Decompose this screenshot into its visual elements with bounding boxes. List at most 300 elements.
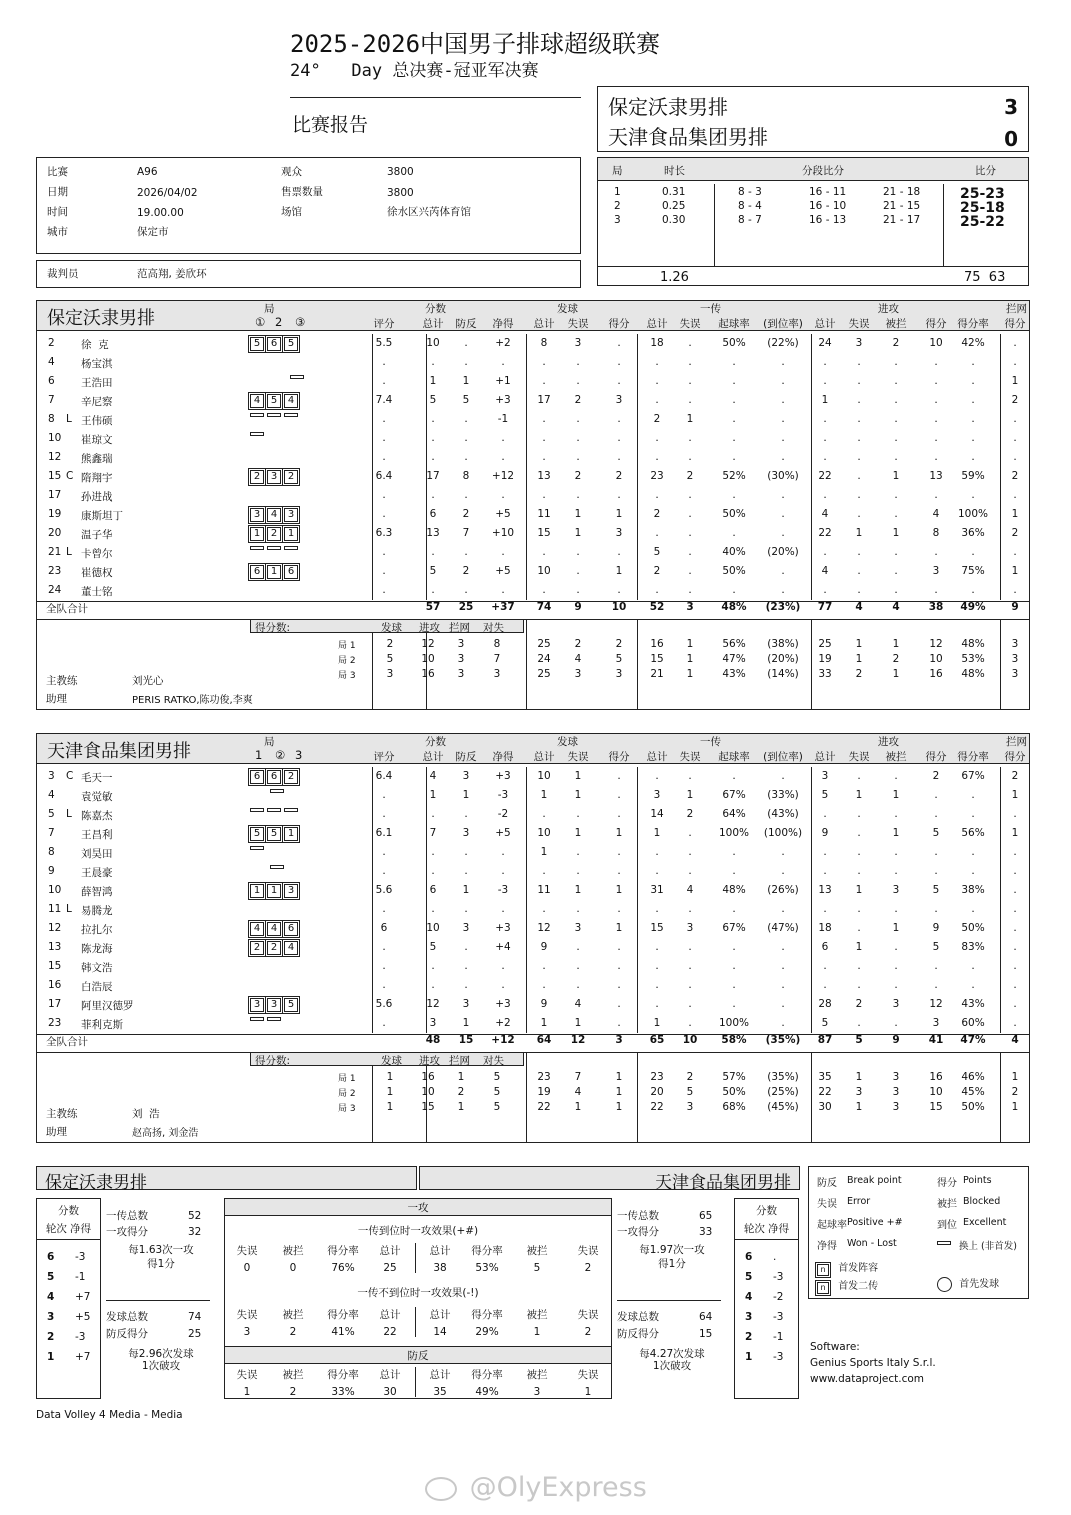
set-stat-cell: 3 [855, 1086, 863, 1098]
player-name: 陈嘉杰 [81, 810, 113, 822]
stat-cell: 3 [892, 998, 900, 1010]
stat-cell: 2 [686, 808, 694, 820]
player-name: 崔琼文 [81, 434, 113, 446]
stat-cell: . [934, 903, 938, 915]
set-stat-cell: 1 [686, 653, 694, 665]
points-type-value: 12 [421, 638, 435, 650]
stat-cell: . [823, 432, 827, 444]
stat-cell: . [781, 941, 785, 953]
stat-cell: 1 [686, 789, 694, 801]
stat-cell: -3 [497, 884, 509, 896]
venue-label: 场馆 [281, 206, 302, 218]
player-name: 辛尼察 [81, 396, 113, 408]
stat-cell: 43% [961, 998, 985, 1010]
set-stat-cell: 3 [1011, 653, 1019, 665]
set-stat-cell: 24 [537, 653, 551, 665]
defense-title: 防反 [407, 1350, 429, 1362]
stat-cell: 4 [821, 565, 829, 577]
grid-header: 总计 [429, 1369, 451, 1381]
stat-cell: . [971, 846, 975, 858]
stat-cell: 17 [537, 394, 551, 406]
total-cell: 4 [855, 601, 863, 613]
stat-cell: (20%) [767, 546, 799, 558]
player-row [36, 391, 1030, 410]
stat-cell: 2 [653, 508, 661, 520]
total-time: 1.26 [660, 270, 689, 285]
stat-cell: . [382, 846, 386, 858]
set-stat-cell: 12 [929, 638, 943, 650]
col-header: 得分率 [957, 318, 989, 330]
set-stat-cell: 16 [929, 1071, 943, 1083]
team-total-row [36, 598, 1030, 617]
stat-cell: 6 [429, 508, 437, 520]
stat-cell: . [781, 451, 785, 463]
stat-cell: . [823, 546, 827, 558]
stat-cell: . [655, 432, 659, 444]
stat-cell: . [894, 903, 898, 915]
set-score: 25-18 [960, 200, 1005, 216]
stat-cell: (43%) [767, 808, 799, 820]
set-stat-cell: (45%) [767, 1101, 799, 1113]
player-number: 20 [48, 527, 62, 539]
set-stat-cell: 2 [574, 638, 582, 650]
group-header: 局 [264, 736, 275, 748]
legend-box [808, 1166, 1029, 1299]
stat-cell: . [1013, 922, 1017, 934]
stat-cell: . [655, 903, 659, 915]
set-stat-cell: 33 [818, 668, 832, 680]
stat-cell: . [1013, 960, 1017, 972]
set-stat-cell: 25 [818, 638, 832, 650]
total-cell: 58% [721, 1034, 747, 1046]
stat-cell: . [894, 808, 898, 820]
set-stat-cell: (20%) [767, 653, 799, 665]
stat-cell: 3 [574, 922, 582, 934]
stat-cell: 1 [615, 827, 623, 839]
points-type-label: 得分数: [255, 1055, 291, 1067]
starting-positions [250, 827, 298, 841]
points-type-value: 5 [386, 653, 394, 665]
footer-text: Data Volley 4 Media - Media [36, 1409, 183, 1421]
col-header: 得分 [1004, 318, 1026, 330]
grid-value: 29% [475, 1326, 499, 1338]
partial-21: 21 - 17 [883, 214, 921, 226]
stat-cell: . [857, 808, 861, 820]
total-cell: 10 [682, 1034, 698, 1046]
stat-cell: . [823, 489, 827, 501]
stat-cell: . [688, 998, 692, 1010]
set-label: 局 3 [338, 671, 356, 681]
stat-cell: . [542, 546, 546, 558]
set-duration: 0.30 [662, 214, 686, 226]
stat-cell: . [934, 451, 938, 463]
stat-cell: 2 [1011, 470, 1019, 482]
set-mark-2: ② [275, 748, 286, 762]
stat-cell: . [732, 998, 736, 1010]
group-header: 拦网 [1006, 736, 1027, 748]
stat-cell: . [688, 979, 692, 991]
player-role: L [66, 808, 72, 820]
stat-cell: . [971, 394, 975, 406]
stat-cell: . [617, 375, 621, 387]
stat-cell: . [781, 1017, 785, 1029]
stat-cell: 1 [653, 827, 661, 839]
stat-cell: . [894, 546, 898, 558]
position-box: 3 [267, 998, 281, 1012]
match-label: 比赛 [47, 166, 68, 178]
stat-cell: 4 [821, 508, 829, 520]
group-header: 进攻 [878, 303, 899, 315]
points-type-value: 3 [457, 638, 465, 650]
points-type-value: 16 [421, 668, 435, 680]
stat-cell: . [934, 960, 938, 972]
away-bp-note1: 每4.27次发球 [639, 1348, 705, 1360]
grid-header: 失误 [236, 1245, 258, 1257]
total-cell: 48 [425, 1034, 441, 1046]
stat-cell: . [655, 941, 659, 953]
total-cell: 49% [960, 601, 986, 613]
grid-header: 失误 [577, 1309, 599, 1321]
col-header: 得分 [608, 751, 630, 763]
setter-legend: n 首发二传 [817, 1277, 878, 1295]
stat-cell: 5 [429, 941, 437, 953]
stat-cell: 1 [1011, 827, 1019, 839]
stat-cell: . [732, 960, 736, 972]
player-number: 3 [48, 770, 55, 782]
stat-cell: +3 [495, 394, 511, 406]
rotation-number: 4 [745, 1291, 753, 1303]
away-serve-total: 64 [699, 1311, 713, 1323]
stat-cell: . [934, 432, 938, 444]
group-header: 一传 [700, 303, 721, 315]
stat-cell: +10 [491, 527, 515, 539]
player-row [36, 410, 1030, 429]
stat-cell: . [688, 394, 692, 406]
set-duration: 0.25 [662, 200, 686, 212]
stat-cell: . [857, 470, 861, 482]
stat-cell: . [431, 846, 435, 858]
stat-cell: . [1013, 546, 1017, 558]
rotation-number: 2 [47, 1331, 55, 1343]
stat-cell: . [857, 770, 861, 782]
player-number: 10 [48, 884, 62, 896]
grid-value: 2 [584, 1326, 592, 1338]
player-number: 7 [48, 827, 55, 839]
stat-cell: . [732, 489, 736, 501]
stat-cell: . [934, 356, 938, 368]
rotation-net: +7 [75, 1291, 91, 1303]
stat-cell: . [894, 432, 898, 444]
points-type-value: 5 [493, 1071, 501, 1083]
col-header: 防反 [455, 318, 477, 330]
grid-value: 14 [433, 1326, 447, 1338]
stat-cell: 5 [429, 394, 437, 406]
total-cell: 87 [817, 1034, 833, 1046]
stat-cell: 50% [722, 508, 746, 520]
total-cell: (35%) [765, 1034, 801, 1046]
col-header: 失误 [679, 318, 701, 330]
player-number: 16 [48, 979, 62, 991]
stat-cell: . [464, 960, 468, 972]
stat-cell: . [823, 356, 827, 368]
stat-cell: . [971, 451, 975, 463]
rotation-net: -1 [75, 1271, 86, 1283]
set-stat-cell: 1 [686, 668, 694, 680]
stat-cell: . [576, 960, 580, 972]
player-number: 4 [48, 789, 55, 801]
set-number: 1 [614, 186, 621, 198]
grid-header: 总计 [379, 1245, 401, 1257]
grid-header: 失误 [236, 1369, 258, 1381]
player-role: L [66, 546, 72, 558]
stat-cell: . [1013, 489, 1017, 501]
grid-value: 3 [243, 1326, 251, 1338]
stat-cell: . [655, 846, 659, 858]
player-number: 8 [48, 846, 55, 858]
stat-cell: 3 [615, 394, 623, 406]
set-stat-cell: 1 [615, 1086, 623, 1098]
stat-cell: . [688, 565, 692, 577]
player-name: 陈龙海 [81, 943, 113, 955]
stat-cell: . [732, 846, 736, 858]
grid-value: 2 [584, 1262, 592, 1274]
stat-cell: . [857, 1017, 861, 1029]
sideout-title: 一攻 [407, 1202, 429, 1214]
player-row [36, 353, 1030, 372]
referee-names: 范高翔, 姜欣环 [137, 268, 207, 280]
summary-home-band [36, 1166, 417, 1193]
partial-col-header: 分段比分 [802, 165, 844, 177]
set-stat-cell: 23 [650, 1071, 664, 1083]
set-stat-cell: 3 [686, 1101, 694, 1113]
software-url: www.dataproject.com [810, 1373, 924, 1385]
set-stat-cell: 21 [650, 668, 664, 680]
player-number: 17 [48, 998, 62, 1010]
sets-table [597, 157, 1029, 286]
set-col-header: 局 [612, 165, 623, 177]
stat-cell: . [857, 451, 861, 463]
set-duration: 0.31 [662, 186, 686, 198]
first-serve-legend-label: 首先发球 [959, 1279, 1000, 1290]
grid-header: 被拦 [282, 1309, 304, 1321]
stat-cell: . [688, 941, 692, 953]
stat-cell: . [894, 960, 898, 972]
home-so-points-label: 一攻得分 [106, 1226, 148, 1238]
match-id: A96 [137, 166, 158, 178]
col-header: 失误 [848, 318, 870, 330]
col-header: 起球率 [718, 751, 750, 763]
position-box: 2 [284, 770, 298, 784]
set-stat-cell: 4 [574, 1086, 582, 1098]
stat-cell: . [655, 865, 659, 877]
summary-home-name: 保定沃隶男排 [45, 1173, 147, 1193]
stat-cell: . [1013, 432, 1017, 444]
stat-cell: . [617, 337, 621, 349]
stat-cell: . [688, 508, 692, 520]
grid-value: 33% [331, 1386, 355, 1398]
stat-cell: 2 [615, 470, 623, 482]
col-header: 防反 [455, 751, 477, 763]
stat-cell: . [464, 546, 468, 558]
grid-value: 53% [475, 1262, 499, 1274]
stat-cell: . [857, 394, 861, 406]
stat-cell: 2 [653, 413, 661, 425]
player-row [36, 786, 1030, 805]
stat-cell: 10 [537, 770, 551, 782]
stat-cell: . [934, 546, 938, 558]
total-cell: (23%) [765, 601, 801, 613]
col-header: 得分 [925, 318, 947, 330]
summary-away-band [419, 1166, 800, 1193]
title-underline [290, 97, 581, 98]
stat-cell: 6.4 [375, 770, 393, 782]
col-header: 净得 [492, 318, 514, 330]
points-type-value: 3 [457, 653, 465, 665]
col-header: 评分 [373, 751, 395, 763]
set-label: 局 2 [338, 656, 356, 666]
stat-cell: . [934, 489, 938, 501]
software-info [810, 1339, 936, 1387]
set-stat-cell: 53% [961, 653, 985, 665]
home-bp-note1: 每2.96次发球 [128, 1348, 194, 1360]
stat-cell: . [732, 941, 736, 953]
stat-cell: 1 [540, 846, 548, 858]
crowd-value: 3800 [387, 166, 414, 178]
stat-cell: . [542, 960, 546, 972]
stat-cell: . [732, 527, 736, 539]
stat-cell: . [617, 1017, 621, 1029]
stat-cell: . [382, 941, 386, 953]
circle-icon [937, 1277, 952, 1292]
stat-cell: . [617, 846, 621, 858]
stat-cell: 2 [1011, 770, 1019, 782]
position-box: 5 [250, 337, 264, 351]
stat-cell: 40% [722, 546, 746, 558]
stat-cell: . [688, 337, 692, 349]
stat-cell: 1 [1011, 565, 1019, 577]
sub-mark [284, 808, 298, 812]
stat-cell: 1 [574, 827, 582, 839]
legend-term: 被拦 [937, 1199, 957, 1210]
home-so-note1: 每1.63次一攻 [128, 1244, 194, 1256]
set-stat-cell: 45% [961, 1086, 985, 1098]
stat-cell: . [781, 356, 785, 368]
stat-cell: 50% [722, 565, 746, 577]
player-role: C [66, 470, 74, 482]
coach-name: 刘 浩 [132, 1108, 160, 1120]
stat-cell: . [655, 356, 659, 368]
points-type-header [250, 619, 524, 633]
player-number: 9 [48, 865, 55, 877]
total-cell: 41 [928, 1034, 944, 1046]
stat-cell: 1 [653, 1017, 661, 1029]
set-stat-cell: 48% [961, 668, 985, 680]
player-name: 王昌利 [81, 829, 113, 841]
points-type-value: 15 [421, 1101, 435, 1113]
set-stat-cell: 50% [961, 1101, 985, 1113]
position-box: 1 [284, 827, 298, 841]
legend-term: 起球率 [817, 1220, 847, 1231]
col-header: 总计 [646, 318, 668, 330]
col-header: 失误 [848, 751, 870, 763]
match-time: 19.00.00 [137, 207, 184, 219]
stat-cell: . [576, 451, 580, 463]
legend-desc: Break point [847, 1175, 902, 1186]
player-name: 韩文浩 [81, 962, 113, 974]
stat-cell: . [576, 356, 580, 368]
player-row [36, 919, 1030, 938]
away-bp-label: 防反得分 [617, 1328, 659, 1340]
stat-cell: 6 [429, 884, 437, 896]
stat-cell: 52% [722, 470, 746, 482]
total-points: 75 63 [964, 270, 1006, 285]
stat-cell: . [1013, 451, 1017, 463]
stat-cell: . [617, 960, 621, 972]
stat-cell: 7.4 [375, 394, 393, 406]
rotation-net: -2 [773, 1291, 784, 1303]
stat-cell: 9 [540, 998, 548, 1010]
col-header: 失误 [567, 751, 589, 763]
stat-cell: . [576, 865, 580, 877]
position-box: 5 [284, 998, 298, 1012]
stat-cell: 4 [686, 884, 694, 896]
set-stat-cell: 3 [1011, 638, 1019, 650]
stat-cell: 1 [821, 394, 829, 406]
col-header: 总计 [422, 318, 444, 330]
score-box [597, 86, 1029, 152]
stat-cell: . [576, 903, 580, 915]
partial-16: 16 - 13 [809, 214, 847, 226]
col-header: 被拦 [885, 751, 907, 763]
total-cell: 5 [855, 1034, 863, 1046]
coach-label: 主教练 [46, 1108, 78, 1120]
report-subtitle: 24° Day 总决赛-冠亚军决赛 [290, 61, 539, 81]
substitute-marks [250, 432, 264, 436]
tickets-label: 售票数量 [281, 186, 323, 198]
col-header: 被拦 [885, 318, 907, 330]
stat-cell: . [781, 584, 785, 596]
stat-cell: . [894, 1017, 898, 1029]
stat-cell: 1 [574, 884, 582, 896]
stat-cell: . [857, 546, 861, 558]
grid-header: 被拦 [282, 1369, 304, 1381]
stat-cell: . [688, 489, 692, 501]
stat-cell: . [971, 432, 975, 444]
set-stat-cell: 22 [650, 1101, 664, 1113]
set-stat-cell: 25 [537, 668, 551, 680]
position-box: 6 [250, 770, 264, 784]
col-header: 得分 [608, 318, 630, 330]
set-stat-cell: 1 [1011, 1101, 1019, 1113]
player-number: 11 [48, 903, 62, 915]
player-row [36, 486, 1030, 505]
stat-cell: 1 [462, 884, 470, 896]
stat-cell: 1 [574, 1017, 582, 1029]
grid-value: 0 [243, 1262, 251, 1274]
stat-cell: +3 [495, 922, 511, 934]
stat-cell: . [382, 808, 386, 820]
set-stat-cell: 7 [574, 1071, 582, 1083]
points-type-value: 10 [421, 1086, 435, 1098]
stat-cell: . [576, 846, 580, 858]
starting-positions [250, 770, 298, 784]
stat-cell: . [894, 584, 898, 596]
stat-cell: 5 [821, 789, 829, 801]
stat-cell: . [934, 979, 938, 991]
stat-cell: 1 [855, 941, 863, 953]
player-name: 王浩田 [81, 377, 113, 389]
legend-term: 得分 [937, 1178, 957, 1189]
